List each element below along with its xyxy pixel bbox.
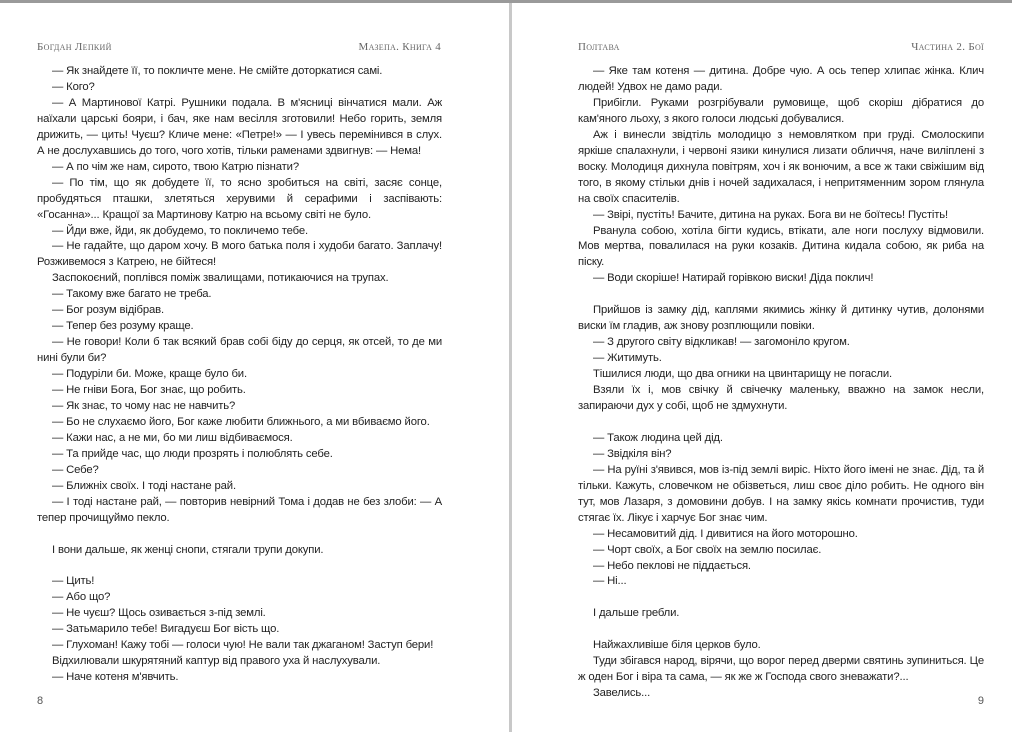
right-page: [512, 3, 1012, 732]
paragraph: І вони дальше, як женці снопи, стягали трупи докупи.: [52, 543, 324, 556]
paragraph: — Звідкіля він?: [593, 447, 672, 460]
paragraph: — Звірі, пустіть! Бачите, дитина на руках. Бога ви не боїтесь! Пустіть!: [593, 208, 948, 221]
paragraph: Туди збігався народ, вірячи, що ворог перед дверми святинь зупиниться. Це ж оден Бог і віра та сама, — як же ж Господа свого зневажати?...: [578, 655, 984, 684]
paragraph: — Також людина цей дід.: [593, 431, 723, 444]
page-number: 8: [37, 695, 44, 707]
paragraph: — А Мартинової Катрі. Рушники подала. В м'ясниці вінчатися мали. Аж наїхали царські бояри, і бач, яке нам весілля зготовили! Небо горить, земля дрижить, — цить! Чуєш? Кличе мене: «Петре!» — І увесь перемінився в слух. А не дослухавшись до того, чого хотів, тільки раменами здвигнув: — Нема!: [37, 96, 442, 157]
paragraph-break: [578, 415, 984, 431]
paragraph: — Тепер без розуму краще.: [52, 320, 194, 333]
paragraph: — Глухоман! Кажу тобі — голоси чую! Не вали так джаганом! Заступ бери!: [52, 639, 434, 652]
paragraph: Прибігли. Руками розгрібували румовище, щоб скоріш дібратися до кам'яного льоху, з якого голоси людські добувалися.: [578, 96, 984, 125]
body-text: [37, 64, 442, 686]
paragraph: — Ближніх своїх. І тоді настане рай.: [52, 479, 236, 492]
paragraph-break: [37, 527, 442, 543]
paragraph: Взяли їх і, мов свічку й свічечку маленьку, вважно на замок несли, запираючи дух у собі, щоб не здмухнути.: [578, 384, 984, 412]
paragraph: — І тоді настане рай, — повторив невірний Тома і додав не без злоби: — А тепер прочищуймо пекло.: [37, 495, 442, 524]
paragraph: — Наче котеня м'явчить.: [52, 671, 179, 684]
paragraph: — Небо пеклові не піддається.: [593, 559, 751, 572]
body-text: [578, 64, 984, 702]
paragraph: — Йди вже, йди, як добудемо, то покличемо тебе.: [52, 224, 308, 237]
paragraph: — Не чуєш? Щось озивається з-під землі.: [52, 607, 266, 620]
paragraph: І дальше гребли.: [593, 607, 680, 620]
paragraph: Аж і винесли звідтіль молодицю з немовлятком при груді. Смолоскипи яркіше спалахнули, і червоні язики кинулися лизати обличчя, наче виліплені з воску. Молодиця дихнула повітрям, хоч і як вонючим, а все ж таки свіжішим від того, в якому стільки днів і ночей задихалася, і непритяменним зором глянула на своїх спасителів.: [578, 128, 984, 205]
paragraph: — Не гніви Бога, Бог знає, що робить.: [52, 384, 246, 397]
paragraph: — А по чім же нам, сирото, твою Катрю пізнати?: [52, 160, 299, 173]
paragraph: — Себе?: [52, 463, 99, 476]
paragraph: Завелись...: [593, 687, 651, 700]
paragraph: — Бог розум відібрав.: [52, 304, 164, 317]
paragraph-break: [578, 287, 984, 303]
paragraph: Найжахливіше біля церков було.: [593, 639, 761, 652]
paragraph: Тішилися люди, що два огники на цвинтарищу не погасли.: [593, 368, 893, 381]
paragraph: — Затьмарило тебе! Вигадуєш Бог вість що.: [52, 623, 280, 636]
paragraph: — Як знайдете її, то покличте мене. Не смійте доторкатися самі.: [52, 65, 383, 77]
page-number: 9: [977, 695, 984, 707]
paragraph: Відхилювали шкурятяний каптур від правого уха й наслухували.: [52, 655, 381, 668]
paragraph-break: [37, 559, 442, 575]
paragraph: — Не говори! Коли б так всякий брав собі біду до серця, як отсей, то де ми нині були би?: [37, 336, 442, 365]
paragraph: — Бо не слухаємо його, Бог каже любити ближнього, а ми вбиваємо його.: [52, 415, 430, 428]
paragraph: — Або що?: [52, 591, 111, 604]
running-head-chapter: Полтава: [578, 41, 620, 53]
left-page: [0, 3, 509, 732]
paragraph: — Води скоріше! Натирай горівкою виски! Діда поклич!: [593, 272, 874, 285]
paragraph: — Кого?: [52, 80, 95, 93]
paragraph: — Житимуть.: [593, 352, 662, 365]
running-head-book-title: Мазепа. Книга 4: [358, 41, 441, 53]
paragraph: — Несамовитий дід. І дивитися на його моторошно.: [593, 527, 858, 540]
paragraph: — Такому вже багато не треба.: [52, 288, 212, 301]
paragraph: — Кажи нас, а не ми, бо ми лиш відбиваємося.: [52, 431, 293, 444]
paragraph: — Не гадайте, що даром хочу. В мого батька поля і худоби багато. Заплачу! Розживемося з Катрею, не бійтеся!: [37, 240, 442, 269]
paragraph: Прийшов із замку дід, каплями якимись жінку й дитинку чутив, долонями виски їм гладив, аж знову розплющили повіки.: [578, 304, 984, 333]
paragraph: — З другого світу відкликав! — загомоніло кругом.: [593, 336, 850, 349]
running-head-part: Частина 2. Бої: [911, 41, 984, 53]
paragraph: — Чорт своїх, а Бог своїх на землю посилає.: [593, 543, 822, 556]
paragraph-break: [578, 622, 984, 638]
paragraph: — Подуріли би. Може, краще було би.: [52, 368, 247, 381]
paragraph: — Яке там котеня — дитина. Добре чую. А ось тепер хлипає жінка. Клич людей! Удвох не дамо ради.: [578, 65, 984, 93]
paragraph: Заспокоєний, поплівся поміж звалищами, потикаючися на трупах.: [52, 272, 389, 285]
paragraph: — Ні...: [593, 575, 627, 588]
paragraph: — Як знає, то чому нас не навчить?: [52, 400, 236, 413]
paragraph: Рванула собою, хотіла бігти кудись, втікати, але ноги послуху відмовили. Мов мертва, повалилася на руки козаків. Дитина кидала собою, як риба на піску.: [578, 224, 984, 269]
paragraph: — На руїні з'явився, мов із-під землі виріс. Ніхто його імені не знає. Дід, та й тільки. Кажуть, словечком не обізветься, лиш своє діло робить. Не одного він тут, мов Лазаря, з домовини добув. І на замку якісь комнати прочистив, туди стягає їх. Лікує і харчує Бог знає чим.: [578, 463, 984, 524]
paragraph: — По тім, що як добудете її, то ясно зробиться на світі, засяє сонце, пробудяться пташки, злетяться херувими й серафими і заспівають: «Госанна»... Кращої за Мартинову Катрю на всьому світі не було.: [37, 176, 442, 221]
paragraph: — Та прийде час, що люди прозрять і полюблять себе.: [52, 447, 333, 460]
paragraph-break: [578, 590, 984, 606]
running-head-author: Богдан Лепкий: [37, 41, 112, 53]
paragraph: — Цить!: [52, 575, 95, 588]
